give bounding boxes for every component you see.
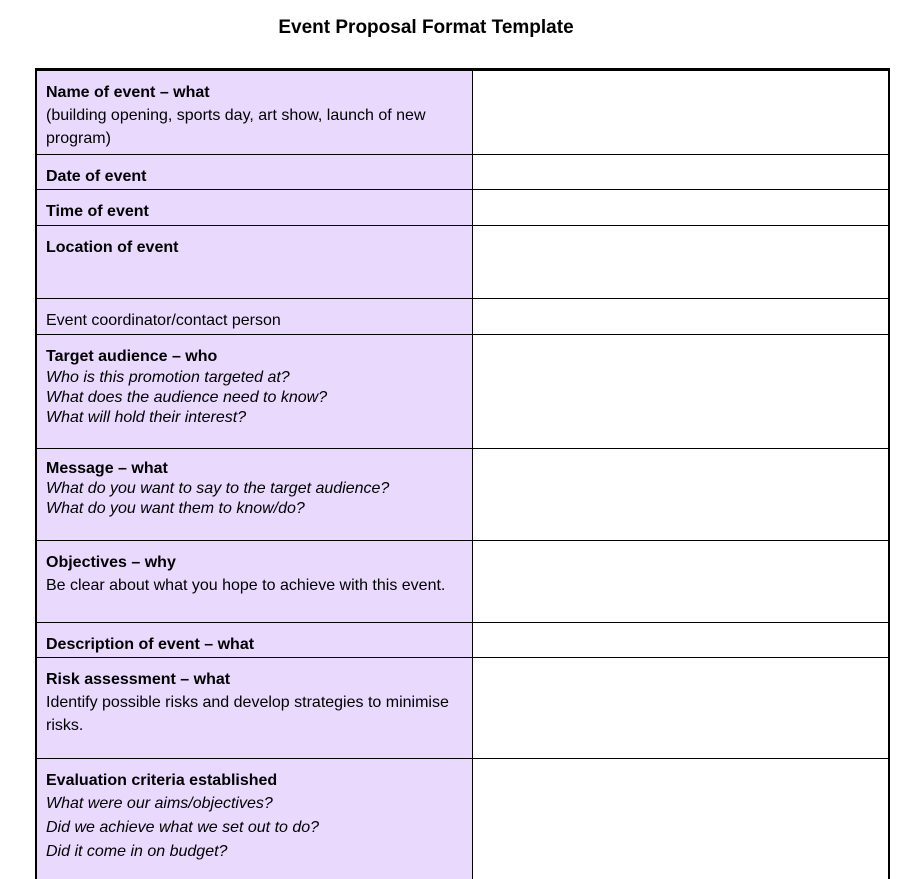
entry-cell-location[interactable] (473, 226, 888, 298)
table-row (37, 155, 888, 190)
entry-cell-message[interactable] (473, 449, 888, 540)
table-row (37, 658, 888, 759)
row-label (37, 226, 473, 298)
row-heading: Description of event – what (46, 636, 255, 653)
table-row (37, 759, 888, 879)
row-heading: Location of event (46, 239, 179, 256)
table-row (37, 541, 888, 623)
entry-cell-date[interactable] (473, 155, 888, 189)
row-heading: Event coordinator/contact person (46, 312, 281, 329)
row-label (37, 299, 473, 334)
table-row (37, 335, 888, 449)
row-heading: Date of event (46, 168, 147, 185)
table-row (37, 71, 888, 155)
row-label (37, 71, 473, 154)
entry-cell-description[interactable] (473, 623, 888, 657)
row-prompt: What will hold their interest? (46, 409, 247, 426)
row-prompt: Did it come in on budget? (46, 843, 228, 860)
row-heading: Risk assessment – what (46, 671, 231, 688)
row-label (37, 759, 473, 879)
entry-cell-risk-assessment[interactable] (473, 658, 888, 758)
row-heading: Target audience – who (46, 348, 218, 365)
row-label (37, 190, 473, 225)
table-row (37, 449, 888, 541)
table-row (37, 226, 888, 299)
row-prompt: What were our aims/objectives? (46, 795, 273, 812)
row-heading: Time of event (46, 203, 149, 220)
entry-cell-target-audience[interactable] (473, 335, 888, 448)
row-label (37, 335, 473, 448)
row-prompt: Who is this promotion targeted at? (46, 369, 290, 386)
row-description: Identify possible risks and develop strategies to minimise risks. (46, 694, 449, 734)
row-label (37, 449, 473, 540)
table-row (37, 623, 888, 658)
row-description: Be clear about what you hope to achieve with this event. (46, 577, 446, 594)
proposal-table (35, 68, 890, 879)
entry-cell-evaluation[interactable] (473, 759, 888, 879)
entry-cell-coordinator[interactable] (473, 299, 888, 334)
row-heading: Evaluation criteria established (46, 772, 278, 789)
entry-cell-time[interactable] (473, 190, 888, 225)
entry-cell-objectives[interactable] (473, 541, 888, 622)
row-heading: Message – what (46, 460, 168, 477)
row-prompt: Did we achieve what we set out to do? (46, 819, 320, 836)
table-row (37, 299, 888, 335)
row-label (37, 623, 473, 657)
row-label (37, 541, 473, 622)
entry-cell-event-name[interactable] (473, 71, 888, 154)
row-heading: Objectives – why (46, 554, 176, 571)
row-prompt: What do you want them to know/do? (46, 500, 305, 517)
row-prompt: What do you want to say to the target audience? (46, 480, 390, 497)
row-description: (building opening, sports day, art show, launch of new program) (46, 107, 426, 147)
row-prompt: What does the audience need to know? (46, 389, 328, 406)
row-heading: Name of event – what (46, 84, 210, 101)
table-row (37, 190, 888, 226)
row-label (37, 155, 473, 189)
row-label (37, 658, 473, 758)
page-title: Event Proposal Format Template (278, 17, 574, 38)
